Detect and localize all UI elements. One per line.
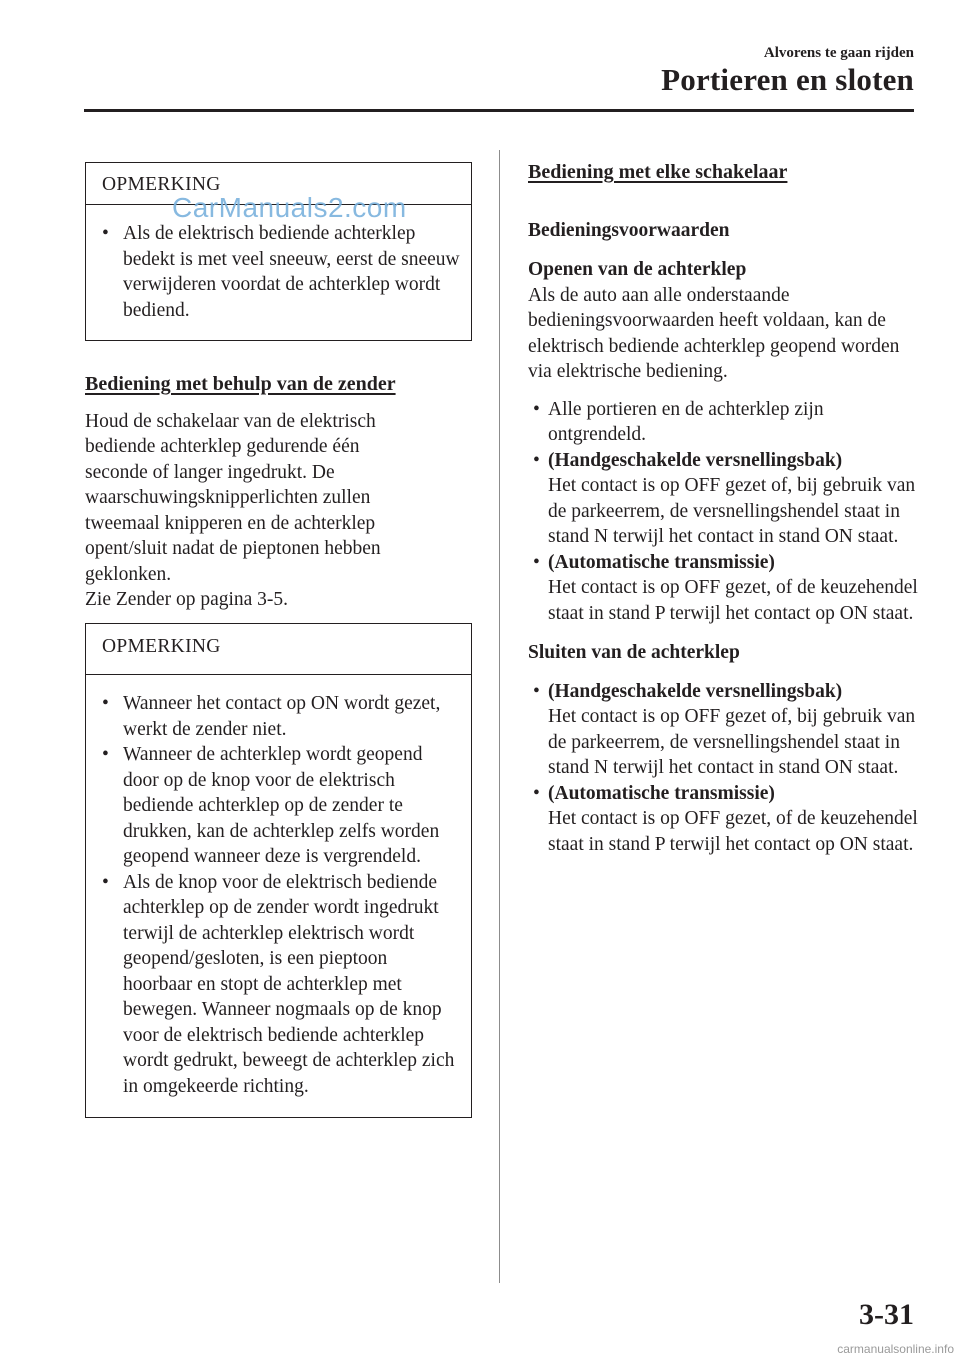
condition-item: • (Automatische transmissie) Het contact is op OFF gezet, of de keuzehendel staat in stand P terwijl het contact op ON staat. xyxy=(533,551,918,624)
condition-item: • (Handgeschakelde versnellingsbak) Het contact is op OFF gezet of, bij gebruik van de parkeerrem, de versnellingshendel staat in stand N terwijl het contact in stand ON staat. xyxy=(533,680,916,778)
bullet-icon: • xyxy=(533,449,540,471)
note-box-transmitter xyxy=(85,623,472,1118)
page-reference: Zie Zender op pagina 3-5. xyxy=(85,589,289,610)
condition-item: • (Handgeschakelde versnellingsbak) Het contact is op OFF gezet of, bij gebruik van de parkeerrem, de versnellingshendel staat in stand N terwijl het contact in stand ON staat. xyxy=(533,449,916,547)
page-title: Portieren en sloten xyxy=(661,62,914,97)
watermark-logo: CarManuals2.com xyxy=(172,192,407,223)
page-number: 3-31 xyxy=(859,1298,914,1331)
header-rule xyxy=(84,109,914,112)
chapter-label: Alvorens te gaan rijden xyxy=(763,45,914,61)
left-section xyxy=(85,372,472,613)
close-heading: Sluiten van de achterklep xyxy=(528,642,740,663)
bullet-icon: • xyxy=(102,693,109,714)
left-note-2 xyxy=(85,623,472,1118)
section-title-transmitter: Bediening met behulp van de zender xyxy=(85,373,396,395)
note-item: • Wanneer de achterklep wordt geopend door op de knop voor de elektrisch bediende achterklep op de zender te drukken, kan de achterklep zelfs worden geopend wanneer deze is vergrendeld. xyxy=(102,744,440,867)
conditions-heading: Bedieningsvoorwaarden xyxy=(528,219,730,241)
open-intro: Als de auto aan alle onderstaande bedieningsvoorwaarden heeft voldaan, kan de elektrisch bediende achterklep geopend worden via elektrische bediening. xyxy=(528,284,900,382)
column-divider xyxy=(499,150,500,1283)
bullet-icon: • xyxy=(533,782,540,804)
transmitter-paragraph: Houd de schakelaar van de elektrisch bediende achterklep gedurende één seconde of langer ingedrukt. De waarschuwingsknipperlichten zullen tweemaal knipperen en de achterklep opent/sluit nadat de pieptonen hebben geklonken. Zie Zender op pagina 3-5. xyxy=(85,409,472,613)
note-item: • Als de elektrisch bediende achterklep bedekt is met veel sneeuw, eerst de sneeuw verwijderen voordat de achterklep wordt bediend. xyxy=(102,223,460,321)
bullet-icon: • xyxy=(533,680,540,702)
footer-watermark: carmanualsonline.info xyxy=(837,1342,954,1356)
bullet-icon: • xyxy=(102,223,109,244)
note-item: • Wanneer het contact op ON wordt gezet, werkt de zender niet. xyxy=(102,693,441,740)
note-item: • Als de knop voor de elektrisch bediende achterklep op de zender wordt ingedrukt terwijl de achterklep elektrisch wordt geopend/gesloten, is een pieptoon hoorbaar en stopt de achterklep met bewegen. Wanneer nogmaals op de knop voor de elektrisch bediende achterklep wordt gedrukt, beweegt de achterklep zich in omgekeerde richting. xyxy=(102,871,455,1097)
open-heading: Openen van de achterklep xyxy=(528,259,747,280)
note-box-snow xyxy=(85,162,472,341)
note-heading: OPMERKING xyxy=(102,174,221,195)
left-column xyxy=(85,162,472,341)
note-heading: OPMERKING xyxy=(102,636,221,657)
bullet-icon: • xyxy=(533,551,540,573)
bullet-icon: • xyxy=(102,744,109,765)
bullet-icon: • xyxy=(102,871,109,893)
condition-item: • (Automatische transmissie) Het contact is op OFF gezet, of de keuzehendel staat in stand P terwijl het contact op ON staat. xyxy=(533,782,918,855)
right-column xyxy=(528,160,918,857)
condition-item: • Alle portieren en de achterklep zijn ontgrendeld. xyxy=(533,398,824,445)
section-title-switch: Bediening met elke schakelaar xyxy=(528,161,788,183)
bullet-icon: • xyxy=(533,398,540,420)
